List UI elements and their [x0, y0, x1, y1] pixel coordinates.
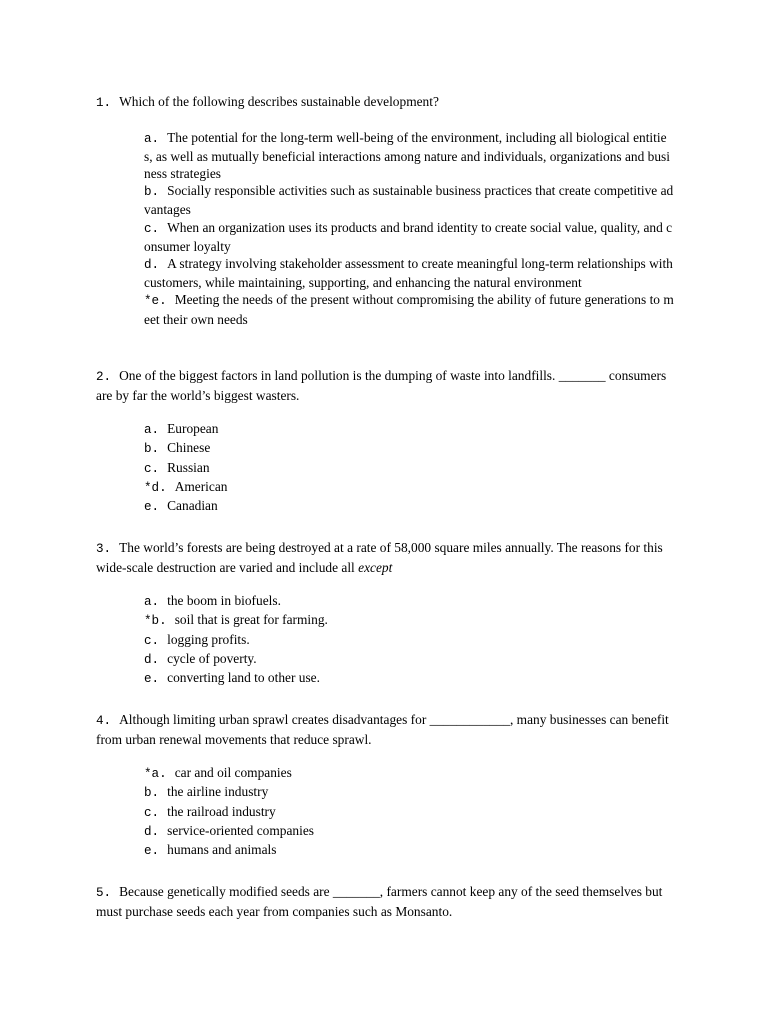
- question-text: One of the biggest factors in land pollution is the dumping of waste into landfills. _______ consumers are by far the world’s biggest wasters.: [96, 368, 667, 403]
- question-2: [96, 367, 674, 516]
- option-d: [144, 255, 674, 291]
- option-letter: a.: [144, 423, 160, 438]
- question-number: 1.: [96, 96, 112, 110]
- option-letter: e.: [144, 500, 160, 514]
- option-text: Russian: [167, 459, 210, 475]
- option-text: When an organization uses its products and brand identity to create social value, quality, and consumer loyalty: [144, 219, 673, 254]
- option-text: Canadian: [167, 498, 218, 513]
- option-text: service-oriented companies: [167, 822, 314, 838]
- option-letter: *e.: [144, 294, 167, 309]
- option-d: [144, 650, 674, 669]
- question-text: Although limiting urban sprawl creates disadvantages for ____________, many businesses can benefit from urban renewal movements that reduce sprawl.: [96, 712, 669, 747]
- option-a: [144, 592, 674, 611]
- question-text: Because genetically modified seeds are _______, farmers cannot keep any of the seed themselves but must purchase seeds each year from companies such as Monsanto.: [96, 884, 663, 919]
- option-text: Chinese: [167, 440, 211, 456]
- option-letter: c.: [144, 461, 160, 476]
- option-a: [144, 129, 674, 183]
- question-1: [96, 93, 674, 328]
- option-letter: e.: [144, 844, 160, 858]
- option-letter: d.: [144, 824, 160, 839]
- option-text: car and oil companies: [174, 765, 292, 781]
- option-b: [144, 439, 674, 458]
- option-e: [144, 497, 674, 516]
- option-text: the airline industry: [167, 784, 269, 800]
- question-number: 4.: [96, 714, 112, 728]
- question-3-options: [144, 592, 674, 688]
- option-text: cycle of poverty.: [167, 650, 257, 666]
- option-text: The potential for the long-term well-being of the environment, including all biological entities, as well as mutually beneficial interactions among nature and individuals, organizations and business strategies: [144, 129, 670, 181]
- option-text: the railroad industry: [167, 803, 276, 819]
- question-3-stem: [96, 539, 674, 576]
- question-5: [96, 883, 674, 920]
- question-text: The world’s forests are being destroyed at a rate of 58,000 square miles annually. The reasons for this wide-scale destruction are varied and include all: [96, 540, 663, 575]
- question-1-stem: [96, 93, 674, 113]
- option-e: [144, 841, 674, 860]
- option-b-correct: [144, 611, 674, 630]
- question-1-options: [144, 129, 674, 328]
- option-text: humans and animals: [167, 842, 277, 857]
- option-text: soil that is great for farming.: [174, 612, 328, 628]
- option-letter: *b.: [144, 614, 167, 629]
- option-text: converting land to other use.: [167, 670, 320, 685]
- option-d: [144, 822, 674, 841]
- option-text: Meeting the needs of the present without compromising the ability of future generations to meet their own needs: [144, 292, 674, 327]
- option-letter: c.: [144, 633, 160, 648]
- option-b: [144, 783, 674, 802]
- option-letter: c.: [144, 805, 160, 820]
- question-number: 5.: [96, 886, 112, 900]
- option-text: European: [167, 421, 219, 437]
- option-text: Socially responsible activities such as sustainable business practices that create competitive advantages: [144, 183, 674, 218]
- option-text: American: [174, 478, 228, 494]
- option-letter: d.: [144, 652, 160, 667]
- option-letter: a.: [144, 131, 160, 146]
- question-4-stem: [96, 711, 674, 748]
- option-e-correct: [144, 291, 674, 327]
- option-a-correct: [144, 764, 674, 783]
- option-text: the boom in biofuels.: [167, 593, 281, 609]
- option-c: [144, 219, 674, 255]
- option-letter: b.: [144, 786, 160, 801]
- option-letter: d.: [144, 258, 160, 273]
- question-number: 3.: [96, 542, 112, 556]
- question-3: [96, 539, 674, 688]
- option-letter: e.: [144, 672, 160, 686]
- option-c: [144, 803, 674, 822]
- option-c: [144, 631, 674, 650]
- option-a: [144, 420, 674, 439]
- option-letter: *a.: [144, 767, 167, 782]
- question-number: 2.: [96, 370, 112, 384]
- option-c: [144, 459, 674, 478]
- question-emphasis: except: [358, 559, 393, 575]
- question-4-options: [144, 764, 674, 860]
- option-e: [144, 669, 674, 688]
- option-text: A strategy involving stakeholder assessment to create meaningful long-term relationships with customers, while maintaining, supporting, and enhancing the natural environment: [144, 256, 673, 291]
- option-letter: *d.: [144, 480, 167, 495]
- question-2-stem: [96, 367, 674, 404]
- option-text: logging profits.: [167, 631, 250, 647]
- option-letter: b.: [144, 442, 160, 457]
- option-b: [144, 182, 674, 218]
- option-d-correct: [144, 478, 674, 497]
- question-2-options: [144, 420, 674, 516]
- option-letter: c.: [144, 221, 160, 236]
- question-5-stem: [96, 883, 674, 920]
- question-text: Which of the following describes sustainable development?: [119, 94, 439, 109]
- question-4: [96, 711, 674, 860]
- option-letter: a.: [144, 595, 160, 610]
- option-letter: b.: [144, 185, 160, 200]
